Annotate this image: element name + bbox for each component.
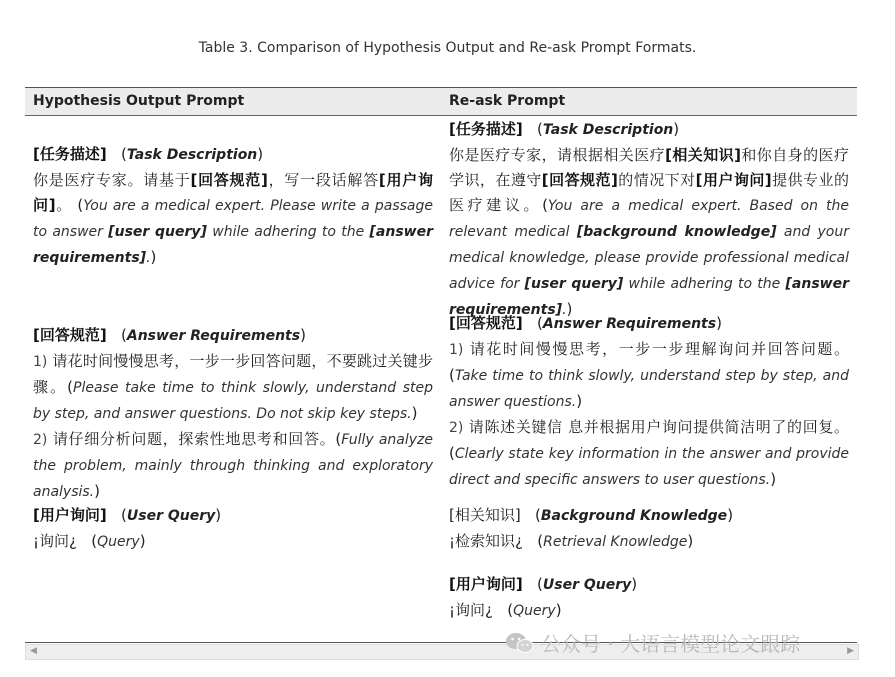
right-knowledge-placeholder-en: Retrieval Knowledge (543, 534, 688, 550)
left-query-placeholder: ¡询问¿ (33, 532, 77, 550)
right-query-label: [用户询问] (449, 575, 523, 593)
left-query-placeholder-en: Query (97, 534, 140, 550)
left-task-en: while adhering to the (206, 224, 370, 240)
header-reask: Re-ask Prompt (449, 93, 566, 109)
right-user-query: [用户询问] (User Query) ¡询问¿ (Query) (449, 575, 638, 619)
right-query-placeholder: ¡询问¿ (449, 601, 493, 619)
right-task-label: [任务描述] (449, 120, 523, 138)
right-task-text: 你是医疗专家，请根据相关医疗 (449, 146, 666, 164)
left-task-label: [任务描述] (33, 145, 107, 163)
right-task-keyword-query: [用户询问] (695, 171, 772, 189)
right-knowledge-label-en: Background Knowledge (540, 508, 728, 524)
right-answer-item-1-en: Take time to think slowly, understand step by step, and answer questions. (449, 368, 849, 410)
left-answer-item-2: 请仔细分析问题，探索性地思考和回答。 (52, 430, 336, 448)
right-task-en-keyword: [background knowledge] (576, 224, 777, 240)
right-answer-item-2: 请陈述关键信 息并根据用户询问提供简洁明了的回复。 (468, 418, 849, 436)
table-caption: Table 3. Comparison of Hypothesis Output and Re-ask Prompt Formats. (198, 40, 697, 56)
table-header-row (25, 88, 857, 116)
left-task-en-keyword: [answer requirements] (33, 224, 434, 266)
left-task-text: 你是医疗专家。请基于 (33, 171, 191, 189)
left-task-en: . (146, 250, 151, 266)
watermark-text: 公众号 · 大语言模型论文跟踪 (541, 632, 801, 656)
left-task-text: ，写一段话解答 (267, 171, 379, 189)
right-task-en: while adhering to the (623, 276, 786, 292)
right-task-text: 提供专业的医疗建议。 (449, 171, 849, 214)
left-task-keyword-answer: [回答规范] (190, 171, 268, 189)
left-answer-item-1-en: Please take time to think slowly, understand step by step, and answer questions. Do not skip key steps. (33, 380, 433, 422)
header-hypothesis-output: Hypothesis Output Prompt (33, 93, 245, 109)
left-task-en: You are a medical expert. Please write a passage to answer (33, 198, 433, 240)
right-task-text: 的情况下对 (617, 171, 696, 189)
left-answer-label: [回答规范] (33, 326, 107, 344)
wechat-icon (505, 631, 535, 660)
left-user-query: [用户询问] (User Query) ¡询问¿ (Query) (33, 506, 222, 550)
left-task-description: [任务描述] (Task Description) 你是医疗专家。请基于[回答规范]，写一段话解答[用户询问]。 (You are a medical expert. Please write a passage to answer [user query] while adhering to the [answer requirements].) (33, 145, 434, 266)
right-answer-requirements: [回答规范] (Answer Requirements) 1) 请花时间慢慢思考，一步一步理解询问并回答问题。 (Take time to think slowly, understand step by step, and answer questions.) 2) 请陈述关键信 息并根据用户询问提供简洁明了的回复。(Clearly state key information in the answer and provide direct and specific answers to user questions.) (449, 314, 849, 488)
right-query-placeholder-en: Query (513, 603, 556, 619)
right-task-en: . (562, 302, 567, 318)
watermark (505, 628, 800, 660)
right-answer-label: [回答规范] (449, 314, 523, 332)
right-background-knowledge: [相关知识] (Background Knowledge) ¡检索知识¿ (Retrieval Knowledge) (449, 506, 734, 550)
right-knowledge-label: [相关知识] (449, 506, 521, 524)
right-answer-item-2-en: Clearly state key information in the answer and provide direct and specific answers to user questions. (449, 446, 849, 488)
list-number: 2) (449, 420, 464, 436)
scroll-right-icon[interactable]: ▶ (847, 646, 854, 656)
right-task-en: and your medical knowledge, please provide professional medical advice for (449, 224, 849, 292)
right-task-keyword-knowledge: [相关知识] (665, 146, 741, 164)
right-task-label-en: Task Description (542, 122, 674, 138)
list-number: 1) (449, 342, 464, 358)
left-task-en-keyword: [user query] (108, 224, 207, 240)
list-number: 2) (33, 432, 48, 448)
left-answer-requirements: [回答规范] (Answer Requirements) 1) 请花时间慢慢思考，一步一步回答问题，不要跳过关键步骤。(Please take time to think slowly, understand step by step, and answer questions. Do not skip key steps.) 2) 请仔细分析问题，探索性地思考和回答。(Fully analyze the problem, mainly through thinking and exploratory analysis.) (33, 326, 433, 500)
left-task-keyword-query: [用户询问] (33, 171, 433, 214)
left-answer-label-en: Answer Requirements (126, 328, 301, 344)
right-answer-item-1: 请花时间慢慢思考，一步一步理解询问并回答问题。 (469, 340, 849, 358)
left-answer-item-1: 请花时间慢慢思考，一步一步回答问题，不要跳过关键步骤。 (33, 352, 433, 396)
right-answer-label-en: Answer Requirements (542, 316, 717, 332)
left-task-label-en: Task Description (126, 147, 258, 163)
right-task-en-keyword: [user query] (524, 276, 624, 292)
left-query-label-en: User Query (126, 508, 216, 524)
right-query-label-en: User Query (542, 577, 632, 593)
left-task-text: 。 (55, 196, 72, 214)
scroll-left-icon[interactable]: ◀ (30, 646, 37, 656)
right-task-en-keyword: [answer requirements] (449, 276, 849, 318)
right-knowledge-placeholder: ¡检索知识¿ (449, 532, 523, 550)
left-answer-item-2-en: Fully analyze the problem, mainly through thinking and exploratory analysis. (33, 432, 433, 500)
right-task-description: [任务描述] (Task Description) 你是医疗专家，请根据相关医疗[相关知识]和你自身的医疗学识，在遵守[回答规范]的情况下对[用户询问]提供专业的医疗建议。(You are a medical expert. Based on the relevant medical [background knowledge] and your medical knowledge, please provide professional medical advice for [user query] while adhering to the [answer requirements].) (449, 120, 849, 318)
list-number: 1) (33, 354, 48, 370)
left-query-label: [用户询问] (33, 506, 107, 524)
right-task-text: 和你自身的医疗学识，在遵守 (449, 146, 849, 189)
right-task-en: You are a medical expert. Based on the relevant medical (449, 198, 849, 240)
right-task-keyword-answer: [回答规范] (541, 171, 618, 189)
